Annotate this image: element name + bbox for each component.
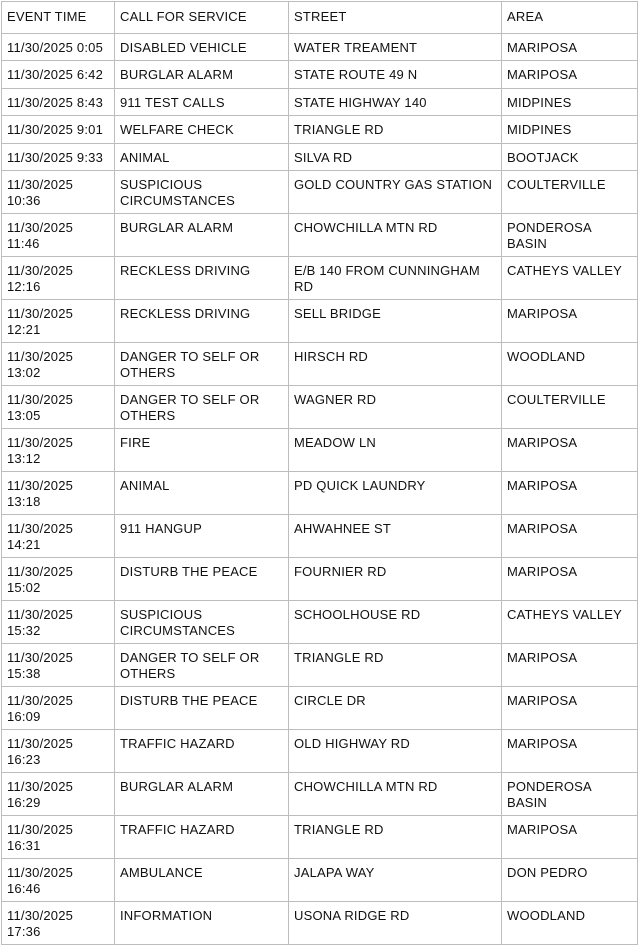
- event-time-cell: 11/30/2025 16:29: [2, 773, 115, 816]
- street-cell: JALAPA WAY: [289, 859, 502, 902]
- table-row: [2, 386, 638, 429]
- table-row: [2, 300, 638, 343]
- call-for-service-cell: INFORMATION: [115, 902, 289, 945]
- table-row: [2, 730, 638, 773]
- header-area: AREA: [502, 2, 638, 34]
- table-row: [2, 257, 638, 300]
- street-cell: E/B 140 FROM CUNNINGHAM RD: [289, 257, 502, 300]
- area-cell: MARIPOSA: [502, 61, 638, 89]
- table-row: [2, 343, 638, 386]
- event-time-cell: 11/30/2025 14:21: [2, 515, 115, 558]
- table-row: [2, 816, 638, 859]
- street-cell: FOURNIER RD: [289, 558, 502, 601]
- area-cell: MIDPINES: [502, 116, 638, 144]
- event-time-cell: 11/30/2025 15:32: [2, 601, 115, 644]
- call-for-service-cell: BURGLAR ALARM: [115, 214, 289, 257]
- event-time-cell: 11/30/2025 13:05: [2, 386, 115, 429]
- street-cell: CIRCLE DR: [289, 687, 502, 730]
- call-for-service-cell: ANIMAL: [115, 472, 289, 515]
- street-cell: TRIANGLE RD: [289, 644, 502, 687]
- event-time-cell: 11/30/2025 16:09: [2, 687, 115, 730]
- area-cell: MARIPOSA: [502, 300, 638, 343]
- area-cell: MARIPOSA: [502, 472, 638, 515]
- call-for-service-cell: WELFARE CHECK: [115, 116, 289, 144]
- street-cell: HIRSCH RD: [289, 343, 502, 386]
- event-time-cell: 11/30/2025 15:02: [2, 558, 115, 601]
- event-time-cell: 11/30/2025 12:21: [2, 300, 115, 343]
- call-for-service-cell: RECKLESS DRIVING: [115, 257, 289, 300]
- call-for-service-cell: DANGER TO SELF OR OTHERS: [115, 644, 289, 687]
- table-row: [2, 902, 638, 945]
- event-time-cell: 11/30/2025 16:23: [2, 730, 115, 773]
- call-for-service-cell: AMBULANCE: [115, 859, 289, 902]
- event-time-cell: 11/30/2025 15:38: [2, 644, 115, 687]
- event-time-cell: 11/30/2025 9:33: [2, 143, 115, 171]
- call-for-service-cell: TRAFFIC HAZARD: [115, 816, 289, 859]
- call-for-service-cell: RECKLESS DRIVING: [115, 300, 289, 343]
- street-cell: CHOWCHILLA MTN RD: [289, 214, 502, 257]
- area-cell: MARIPOSA: [502, 558, 638, 601]
- header-event-time: EVENT TIME: [2, 2, 115, 34]
- street-cell: OLD HIGHWAY RD: [289, 730, 502, 773]
- street-cell: USONA RIDGE RD: [289, 902, 502, 945]
- table-row: [2, 472, 638, 515]
- table-row: [2, 515, 638, 558]
- header-street: STREET: [289, 2, 502, 34]
- street-cell: MEADOW LN: [289, 429, 502, 472]
- call-for-service-cell: DANGER TO SELF OR OTHERS: [115, 343, 289, 386]
- table-row: [2, 601, 638, 644]
- table-row: [2, 687, 638, 730]
- area-cell: WOODLAND: [502, 902, 638, 945]
- area-cell: CATHEYS VALLEY: [502, 601, 638, 644]
- table-row: [2, 61, 638, 89]
- call-for-service-cell: SUSPICIOUS CIRCUMSTANCES: [115, 171, 289, 214]
- table-row: [2, 429, 638, 472]
- event-time-cell: 11/30/2025 12:16: [2, 257, 115, 300]
- call-for-service-cell: DISTURB THE PEACE: [115, 687, 289, 730]
- table-row: [2, 143, 638, 171]
- event-time-cell: 11/30/2025 13:02: [2, 343, 115, 386]
- call-for-service-cell: BURGLAR ALARM: [115, 61, 289, 89]
- area-cell: BOOTJACK: [502, 143, 638, 171]
- area-cell: MIDPINES: [502, 88, 638, 116]
- street-cell: WAGNER RD: [289, 386, 502, 429]
- event-time-cell: 11/30/2025 16:31: [2, 816, 115, 859]
- area-cell: MARIPOSA: [502, 644, 638, 687]
- header-call-for-service: CALL FOR SERVICE: [115, 2, 289, 34]
- table-row: [2, 116, 638, 144]
- table-row: [2, 33, 638, 61]
- event-time-cell: 11/30/2025 11:46: [2, 214, 115, 257]
- call-for-service-cell: BURGLAR ALARM: [115, 773, 289, 816]
- call-log-table: [1, 1, 638, 945]
- event-time-cell: 11/30/2025 13:12: [2, 429, 115, 472]
- call-for-service-cell: DISABLED VEHICLE: [115, 33, 289, 61]
- street-cell: SILVA RD: [289, 143, 502, 171]
- event-time-cell: 11/30/2025 6:42: [2, 61, 115, 89]
- call-for-service-cell: DISTURB THE PEACE: [115, 558, 289, 601]
- table-row: [2, 88, 638, 116]
- area-cell: COULTERVILLE: [502, 386, 638, 429]
- area-cell: MARIPOSA: [502, 429, 638, 472]
- street-cell: SCHOOLHOUSE RD: [289, 601, 502, 644]
- street-cell: TRIANGLE RD: [289, 816, 502, 859]
- table-row: [2, 214, 638, 257]
- area-cell: MARIPOSA: [502, 816, 638, 859]
- street-cell: STATE HIGHWAY 140: [289, 88, 502, 116]
- area-cell: MARIPOSA: [502, 687, 638, 730]
- event-time-cell: 11/30/2025 9:01: [2, 116, 115, 144]
- street-cell: GOLD COUNTRY GAS STATION: [289, 171, 502, 214]
- event-time-cell: 11/30/2025 10:36: [2, 171, 115, 214]
- call-for-service-cell: DANGER TO SELF OR OTHERS: [115, 386, 289, 429]
- header-row: [2, 2, 638, 34]
- street-cell: WATER TREAMENT: [289, 33, 502, 61]
- area-cell: PONDEROSA BASIN: [502, 773, 638, 816]
- street-cell: TRIANGLE RD: [289, 116, 502, 144]
- table-row: [2, 171, 638, 214]
- area-cell: DON PEDRO: [502, 859, 638, 902]
- event-time-cell: 11/30/2025 16:46: [2, 859, 115, 902]
- area-cell: MARIPOSA: [502, 33, 638, 61]
- area-cell: COULTERVILLE: [502, 171, 638, 214]
- call-for-service-cell: TRAFFIC HAZARD: [115, 730, 289, 773]
- street-cell: AHWAHNEE ST: [289, 515, 502, 558]
- area-cell: PONDEROSA BASIN: [502, 214, 638, 257]
- call-for-service-cell: 911 TEST CALLS: [115, 88, 289, 116]
- street-cell: PD QUICK LAUNDRY: [289, 472, 502, 515]
- area-cell: WOODLAND: [502, 343, 638, 386]
- area-cell: MARIPOSA: [502, 515, 638, 558]
- call-for-service-cell: FIRE: [115, 429, 289, 472]
- event-time-cell: 11/30/2025 0:05: [2, 33, 115, 61]
- street-cell: STATE ROUTE 49 N: [289, 61, 502, 89]
- area-cell: MARIPOSA: [502, 730, 638, 773]
- table-row: [2, 773, 638, 816]
- event-time-cell: 11/30/2025 13:18: [2, 472, 115, 515]
- table-row: [2, 558, 638, 601]
- table-row: [2, 644, 638, 687]
- table-row: [2, 859, 638, 902]
- area-cell: CATHEYS VALLEY: [502, 257, 638, 300]
- call-for-service-cell: SUSPICIOUS CIRCUMSTANCES: [115, 601, 289, 644]
- street-cell: CHOWCHILLA MTN RD: [289, 773, 502, 816]
- call-for-service-cell: ANIMAL: [115, 143, 289, 171]
- street-cell: SELL BRIDGE: [289, 300, 502, 343]
- event-time-cell: 11/30/2025 17:36: [2, 902, 115, 945]
- event-time-cell: 11/30/2025 8:43: [2, 88, 115, 116]
- call-for-service-cell: 911 HANGUP: [115, 515, 289, 558]
